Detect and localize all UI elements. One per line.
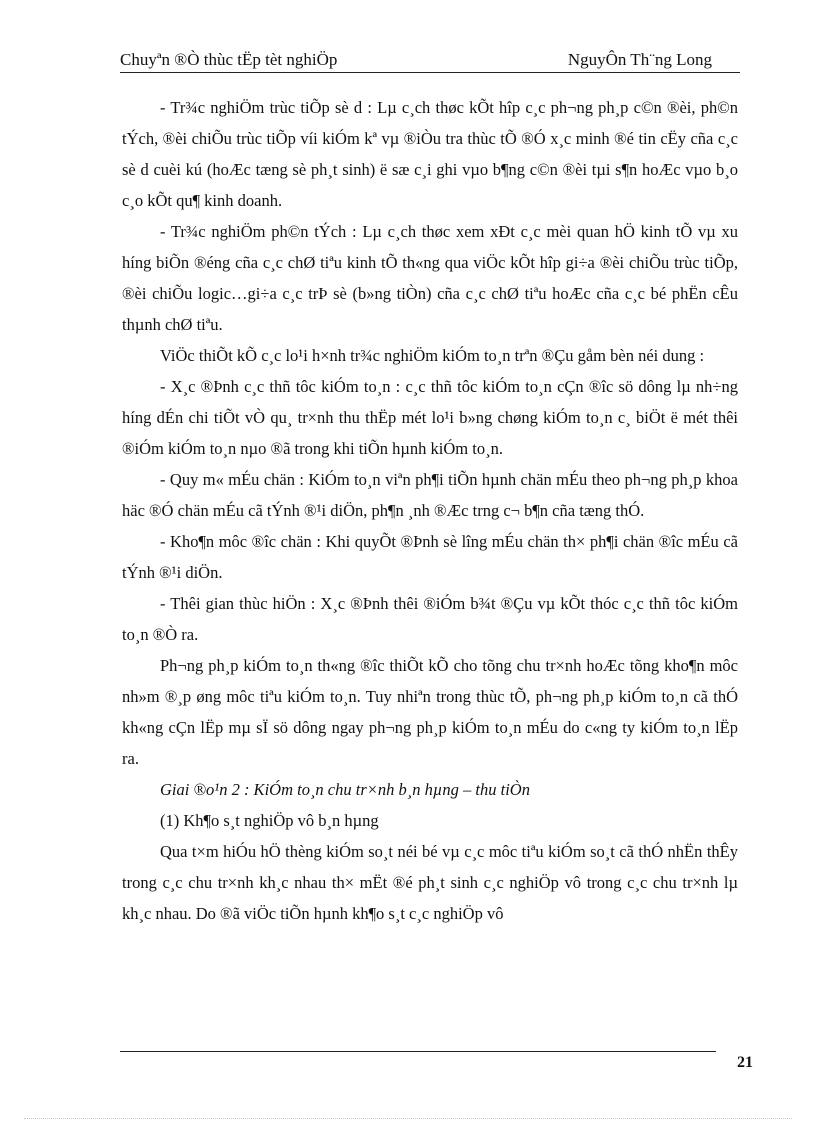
header-title: Chuyªn ®Ò thùc tËp tèt nghiÖp xyxy=(120,50,338,69)
paragraph-analytical-test: - Tr¾c nghiÖm ph©n tÝch : Lµ c¸ch thøc xem xÐt c¸c mèi quan hÖ kinh tÕ vµ xu híng biÕn ®éng cña c¸c chØ tiªu kinh tÕ th«ng qua viÖc kÕt hîp gi÷a ®èi chiÕu trùc tiÕp, ®èi chiÕu logic…gi÷a c¸c trÞ sè (b»ng tiÒn) cña c¸c chØ tiªu hoÆc cña c¸c bé phËn cÊu thµnh chØ tiªu. xyxy=(122,222,738,334)
page-header xyxy=(120,48,740,73)
paragraph-internal-control: Qua t×m hiÓu hÖ thèng kiÓm so¸t néi bé vµ c¸c môc tiªu kiÓm so¸t cã thÓ nhËn thÊy trong c¸c chu tr×nh kh¸c nhau th× mËt ®é ph¸t sinh c¸c nghiÖp vô trong c¸c chu tr×nh lµ kh¸c nhau. Do ®ã viÖc tiÕn hµnh kh¶o s¸t c¸c nghiÖp vô xyxy=(122,842,738,923)
paragraph-audit-method: Ph¬ng ph¸p kiÓm to¸n th«ng ®îc thiÕt kÕ cho tõng chu tr×nh hoÆc tõng kho¶n môc nh»m ®¸p øng môc tiªu kiÓm to¸n. Tuy nhiªn trong thùc tÕ, ph¬ng ph¸p kiÓm to¸n cã thÓ kh«ng cÇn lËp mµ sÏ sö dông ngay ph¬ng ph¸p kiÓm to¸n mÉu do c«ng ty kiÓm to¸n lËp ra. xyxy=(122,656,738,768)
paragraph-audit-procedures: - X¸c ®Þnh c¸c thñ tôc kiÓm to¸n : c¸c thñ tôc kiÓm to¸n cÇn ®îc sö dông lµ nh÷ng híng dÉn chi tiÕt vÒ qu¸ tr×nh thu thËp mét lo¹i b»ng chøng kiÓm to¸n c¸ biÖt ë mét thêi ®iÓm kiÓm to¸n nµo ®ã trong khi tiÕn hµnh kiÓm to¸n. xyxy=(122,377,738,458)
paragraph-test-design-intro: ViÖc thiÕt kÕ c¸c lo¹i h×nh tr¾c nghiÖm kiÓm to¸n trªn ®Çu gåm bèn néi dung : xyxy=(160,346,705,365)
footer-divider xyxy=(120,1051,716,1052)
page-number: 21 xyxy=(737,1054,753,1071)
paragraph-timing: - Thêi gian thùc hiÖn : X¸c ®Þnh thêi ®iÓm b¾t ®Çu vµ kÕt thóc c¸c thñ tôc kiÓm to¸n ®Ò ra. xyxy=(122,594,738,644)
paragraph-sample-size: - Quy m« mÉu chän : KiÓm to¸n viªn ph¶i tiÕn hµnh chän mÉu theo ph¬ng ph¸p khoa häc ®Ó chän mÉu cã tÝnh ®¹i diÖn, ph¶n ¸nh ®Æc trng c¬ b¶n cña tæng thÓ. xyxy=(122,470,738,520)
paragraph-direct-balance-test: - Tr¾c nghiÖm trùc tiÕp sè d : Lµ c¸ch thøc kÕt hîp c¸c ph¬ng ph¸p c©n ®èi, ph©n tÝch, ®èi chiÕu trùc tiÕp víi kiÓm kª vµ ®iÒu tra thùc tÕ ®Ó x¸c minh ®é tin cËy cña c¸c sè d cuèi kú (hoÆc tæng sè ph¸t sinh) ë sæ c¸i ghi vµo b¶ng c©n ®èi tµi s¶n hoÆc vµo b¸o c¸o kÕt qu¶ kinh doanh. xyxy=(122,98,738,210)
subheading-sales-survey: (1) Kh¶o s¸t nghiÖp vô b¸n hµng xyxy=(160,811,379,830)
header-author: NguyÔn Th¨ng Long xyxy=(567,50,712,69)
section-heading-stage-2: Giai ®o¹n 2 : KiÓm to¸n chu tr×nh b¸n hµng – thu tiÒn xyxy=(160,780,530,799)
paragraph-selected-items: - Kho¶n môc ®îc chän : Khi quyÕt ®Þnh sè lîng mÉu chän th× ph¶i chän ®îc mÉu cã tÝnh ®¹i diÖn. xyxy=(122,532,738,582)
page-edge-divider xyxy=(24,1118,792,1119)
document-body xyxy=(122,92,738,929)
